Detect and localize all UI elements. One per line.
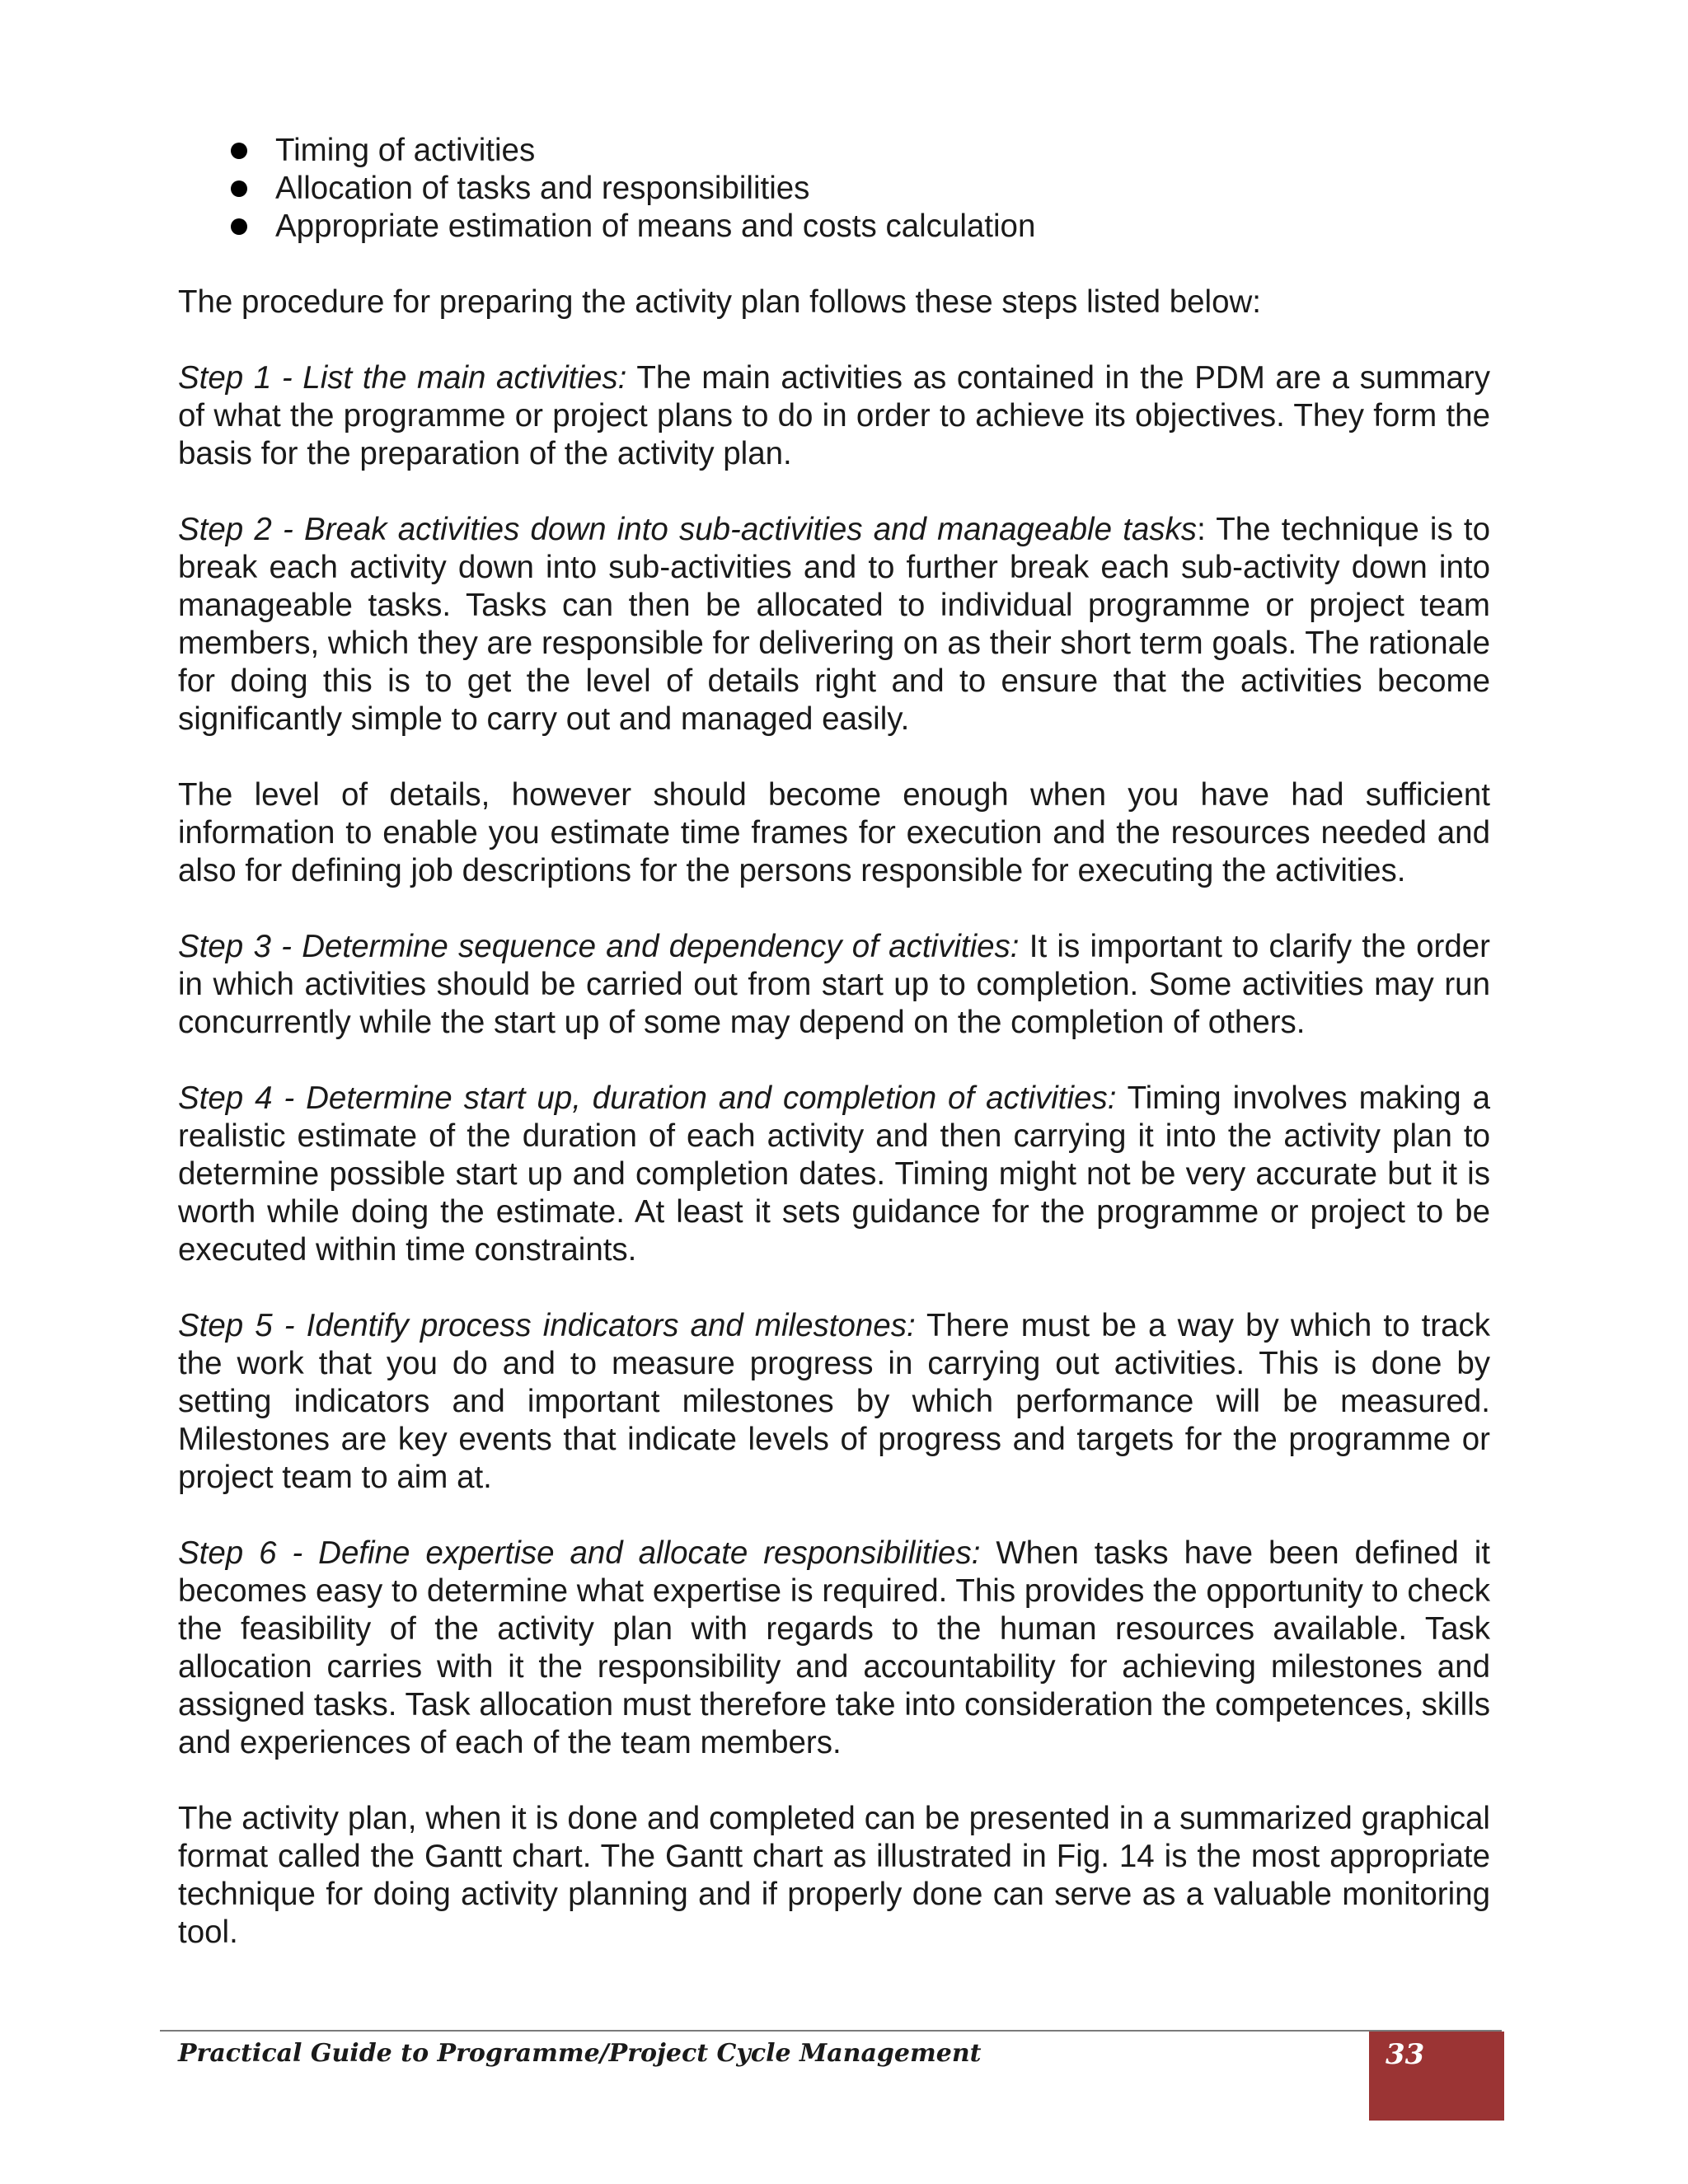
step-2-title: Step 2 - Break activities down into sub-activities and manageable tasks xyxy=(178,512,1198,547)
intro-paragraph: The procedure for preparing the activity plan follows these steps listed below: xyxy=(178,284,1261,320)
step-3-text: It is important to clarify the order in which activities should be carried out from start up to completion. Some activities may run concurrently while the start up of some may depend on the completion of others. xyxy=(178,929,1491,1040)
bullet-dot-icon xyxy=(231,218,247,235)
step-4-paragraph xyxy=(178,1080,1490,1269)
bullet-list xyxy=(178,132,1490,246)
step-5-title: Step 5 - Identify process indicators and milestones: xyxy=(178,1308,916,1343)
step-6-title: Step 6 - Define expertise and allocate responsibilities: xyxy=(178,1535,981,1571)
bullet-dot-icon xyxy=(231,143,247,159)
step-6-text: When tasks have been defined it becomes easy to determine what expertise is required. This provides the opportunity to check the feasibility of the activity plan with regards to the human resources available. Task allocation carries with it the responsibility and accountability for achieving milestones and assigned tasks. Task allocation must therefore take into consideration the competences, skills and experiences of each of the team members. xyxy=(178,1535,1490,1760)
bullet-text: Appropriate estimation of means and costs calculation xyxy=(275,209,1036,244)
bullet-item xyxy=(178,208,1490,246)
step-1-paragraph xyxy=(178,359,1490,473)
step-4-title: Step 4 - Determine start up, duration and completion of activities: xyxy=(178,1080,1117,1116)
footer-divider xyxy=(160,2030,1502,2032)
level-of-details-paragraph: The level of details, however should become enough when you have had sufficient information to enable you estimate time frames for execution and the resources needed and also for defining job descriptions for the persons responsible for executing the activities. xyxy=(178,777,1490,888)
closing-paragraph: The activity plan, when it is done and completed can be presented in a summarized graphical format called the Gantt chart. The Gantt chart as illustrated in Fig. 14 is the most appropriate technique for doing activity planning and if properly done can serve as a valuable monitoring tool. xyxy=(178,1801,1490,1950)
bullet-item xyxy=(178,170,1490,208)
step-3-title: Step 3 - Determine sequence and dependency of activities: xyxy=(178,929,1020,964)
bullet-text: Timing of activities xyxy=(275,133,536,168)
step-2-text: : The technique is to break each activity down into sub-activities and to further break each sub-activity down into manageable tasks. Tasks can then be allocated to individual programme or project team members, which they are responsible for delivering on as their short term goals. The rationale for doing this is to get the level of details right and to ensure that the activities become significantly simple to carry out and managed easily. xyxy=(178,512,1490,737)
step-6-paragraph xyxy=(178,1535,1490,1762)
page-number: 33 xyxy=(1386,2038,1425,2071)
step-1-text: The main activities as contained in the PDM are a summary of what the programme or project plans to do in order to achieve its objectives. They form the basis for the preparation of the activity plan. xyxy=(178,360,1490,471)
step-5-paragraph xyxy=(178,1307,1490,1497)
step-1-title: Step 1 - List the main activities: xyxy=(178,360,627,396)
footer-title: Practical Guide to Programme/Project Cycle Management xyxy=(178,2039,982,2068)
bullet-text: Allocation of tasks and responsibilities xyxy=(275,171,810,206)
page-content xyxy=(178,132,1490,1990)
step-3-paragraph xyxy=(178,928,1490,1042)
bullet-dot-icon xyxy=(231,180,247,197)
page-number-box xyxy=(1369,2032,1504,2121)
step-2-paragraph xyxy=(178,511,1490,738)
bullet-item xyxy=(178,132,1490,170)
step-4-text: Timing involves making a realistic estimate of the duration of each activity and then carrying it into the activity plan to determine possible start up and completion dates. Timing might not be very accurate but it is worth while doing the estimate. At least it sets guidance for the programme or project to be executed within time constraints. xyxy=(178,1080,1490,1268)
step-5-text: There must be a way by which to track the work that you do and to measure progress in carrying out activities. This is done by setting indicators and important milestones by which performance will be measured. Milestones are key events that indicate levels of progress and targets for the programme or project team to aim at. xyxy=(178,1308,1490,1495)
